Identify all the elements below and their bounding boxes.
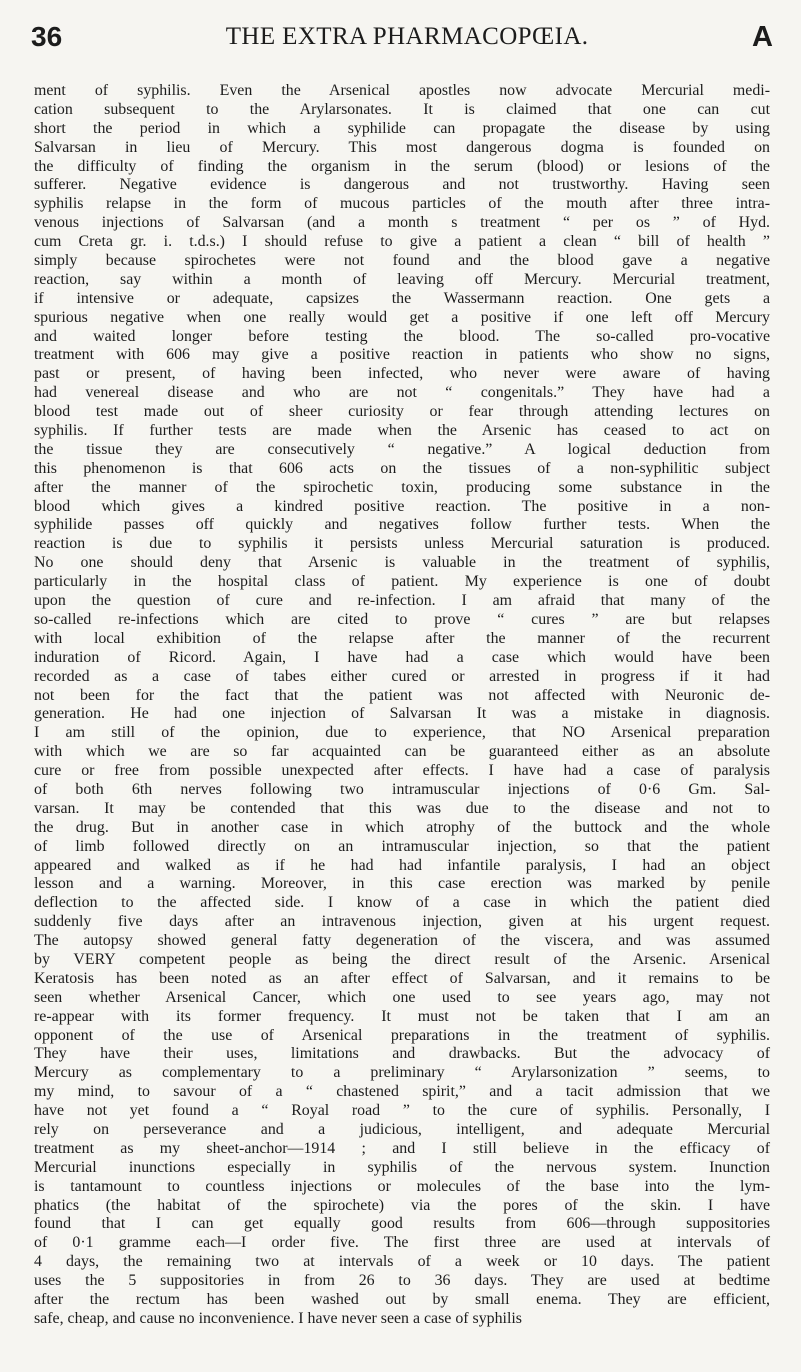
- text-line: rely on perseverance and a judicious, intelligent, and adequate Mercurial: [34, 1120, 770, 1138]
- text-line: 4 days, the remaining two at intervals of a week or 10 days. The patient: [34, 1253, 770, 1271]
- text-line: upon the question of cure and re-infection. I am afraid that many of the: [34, 592, 770, 610]
- text-line: after the manner of the spirochetic toxin, producing some substance in the: [34, 478, 770, 496]
- text-line: cation subsequent to the Arylarsonates. It is claimed that one can cut: [34, 100, 770, 118]
- text-line: short the period in which a syphilide can propagate the disease by using: [34, 119, 770, 137]
- text-line: Salvarsan in lieu of Mercury. This most dangerous dogma is founded on: [34, 138, 770, 156]
- page-number: 36: [31, 21, 63, 52]
- text-line: No one should deny that Arsenic is valuable in the treatment of syphilis,: [34, 554, 770, 572]
- text-line: syphilide passes off quickly and negatives follow further tests. When the: [34, 516, 770, 534]
- text-line: suddenly five days after an intravenous injection, given at his urgent request.: [34, 913, 770, 931]
- text-line: opponent of the use of Arsenical preparations in the treatment of syphilis.: [34, 1026, 770, 1044]
- text-line: not been for the fact that the patient was not affected with Neuronic de-: [34, 686, 770, 704]
- text-line: syphilis. If further tests are made when the Arsenic has ceased to act on: [34, 422, 770, 440]
- running-title: THE EXTRA PHARMACOPŒIA.: [225, 23, 589, 50]
- text-line: induration of Ricord. Again, I have had a case which would have been: [34, 648, 770, 666]
- text-line: had venereal disease and who are not “ congenitals.” They have had a: [34, 384, 770, 402]
- text-line: blood which gives a kindred positive reaction. The positive in a non-: [34, 497, 770, 515]
- text-line: after the rectum has been washed out by small enema. They are efficient,: [34, 1291, 770, 1308]
- text-line: re-appear with its former frequency. It must not be taken that I am an: [34, 1007, 770, 1025]
- text-line: generation. He had one injection of Salvarsan It was a mistake in diagnosis.: [34, 705, 770, 723]
- text-line: appeared and walked as if he had had infantile paralysis, I had an object: [34, 856, 770, 874]
- text-line: seen whether Arsenical Cancer, which one used to see years ago, may not: [34, 988, 770, 1006]
- section-letter: A: [752, 20, 773, 53]
- text-line: Keratosis has been noted as an after effect of Salvarsan, and it remains to be: [34, 969, 770, 987]
- text-line: of 0·1 gramme each—I order five. The first three are used at intervals of: [34, 1234, 770, 1252]
- body-text: [34, 82, 770, 1329]
- text-line: have not yet found a “ Royal road ” to the cure of syphilis. Personally, I: [34, 1102, 770, 1120]
- text-line: so-called re-infections which are cited to prove “ cures ” are but relapses: [34, 610, 770, 628]
- text-line: the drug. But in another case in which atrophy of the buttock and the whole: [34, 818, 770, 836]
- text-line: with which we are so far acquainted can be guaranteed either as an absolute: [34, 743, 770, 761]
- text-line: the difficulty of finding the organism in the serum (blood) or lesions of the: [34, 157, 770, 175]
- text-line: reaction is due to syphilis it persists unless Mercurial saturation is produced.: [34, 535, 770, 553]
- text-line: blood test made out of sheer curiosity or fear through attending lectures on: [34, 403, 770, 421]
- text-line: syphilis relapse in the form of mucous particles of the mouth after three intra-: [34, 195, 770, 213]
- text-line: if intensive or adequate, capsizes the Wassermann reaction. One gets a: [34, 289, 770, 307]
- page-header: [31, 17, 773, 57]
- text-line: cure or free from possible unexpected after effects. I have had a case of paralysis: [34, 762, 770, 780]
- text-line: safe, cheap, and cause no inconvenience. I have never seen a case of syphilis: [34, 1309, 522, 1327]
- text-line: past or present, of having been infected, who never were aware of having: [34, 365, 770, 383]
- text-line: phatics (the habitat of the spirochete) via the pores of the skin. I have: [34, 1196, 770, 1214]
- text-line: found that I can get equally good results from 606—through suppositories: [34, 1215, 770, 1233]
- text-line: ment of syphilis. Even the Arsenical apostles now advocate Mercurial medi-: [34, 82, 770, 99]
- text-line: Mercury as complementary to a preliminary “ Arylarsonization ” seems, to: [34, 1064, 770, 1082]
- text-line: uses the 5 suppositories in from 26 to 36 days. They are used at bedtime: [34, 1272, 770, 1290]
- text-line: treatment as my sheet-anchor—1914 ; and I still believe in the efficacy of: [34, 1139, 770, 1157]
- text-line: simply because spirochetes were not found and the blood gave a negative: [34, 252, 770, 270]
- text-line: with local exhibition of the relapse after the manner of the recurrent: [34, 629, 770, 647]
- text-line: The autopsy showed general fatty degeneration of the viscera, and was assumed: [34, 932, 770, 950]
- text-line: of both 6th nerves following two intramuscular injections of 0·6 Gm. Sal-: [34, 780, 770, 798]
- text-line: the tissue they are consecutively “ negative.” A logical deduction from: [34, 440, 770, 458]
- text-line: They have their uses, limitations and drawbacks. But the advocacy of: [34, 1045, 770, 1063]
- text-line: lesson and a warning. Moreover, in this case erection was marked by penile: [34, 875, 770, 893]
- text-line: treatment with 606 may give a positive reaction in patients who show no signs,: [34, 346, 770, 364]
- text-line: of limb followed directly on an intramuscular injection, so that the patient: [34, 837, 770, 855]
- text-line: venous injections of Salvarsan (and a month s treatment “ per os ” of Hyd.: [34, 214, 770, 232]
- text-line: spurious negative when one really would get a positive if one left off Mercury: [34, 308, 770, 326]
- text-line: recorded as a case of tabes either cured or arrested in progress if it had: [34, 667, 770, 685]
- text-line: varsan. It may be contended that this was due to the disease and not to: [34, 799, 770, 817]
- text-line: is tantamount to countless injections or molecules of the base into the lym-: [34, 1177, 770, 1195]
- text-line: sufferer. Negative evidence is dangerous and not trustworthy. Having seen: [34, 176, 770, 194]
- text-line: my mind, to savour of a “ chastened spirit,” and a tacit admission that we: [34, 1083, 770, 1101]
- text-line: deflection to the affected side. I know of a case in which the patient died: [34, 894, 770, 912]
- text-line: particularly in the hospital class of patient. My experience is one of doubt: [34, 573, 770, 591]
- text-line: this phenomenon is that 606 acts on the tissues of a non-syphilitic subject: [34, 459, 770, 477]
- text-line: Mercurial inunctions especially in syphilis of the nervous system. Inunction: [34, 1158, 770, 1176]
- text-line: and waited longer before testing the blood. The so-called pro-vocative: [34, 327, 770, 345]
- text-line: I am still of the opinion, due to experience, that NO Arsenical preparation: [34, 724, 770, 742]
- text-line: by VERY competent people as being the direct result of the Arsenic. Arsenical: [34, 950, 770, 968]
- text-line: reaction, say within a month of leaving off Mercury. Mercurial treatment,: [34, 270, 770, 288]
- text-line: cum Creta gr. i. t.d.s.) I should refuse to give a patient a clean “ bill of health ”: [34, 233, 770, 251]
